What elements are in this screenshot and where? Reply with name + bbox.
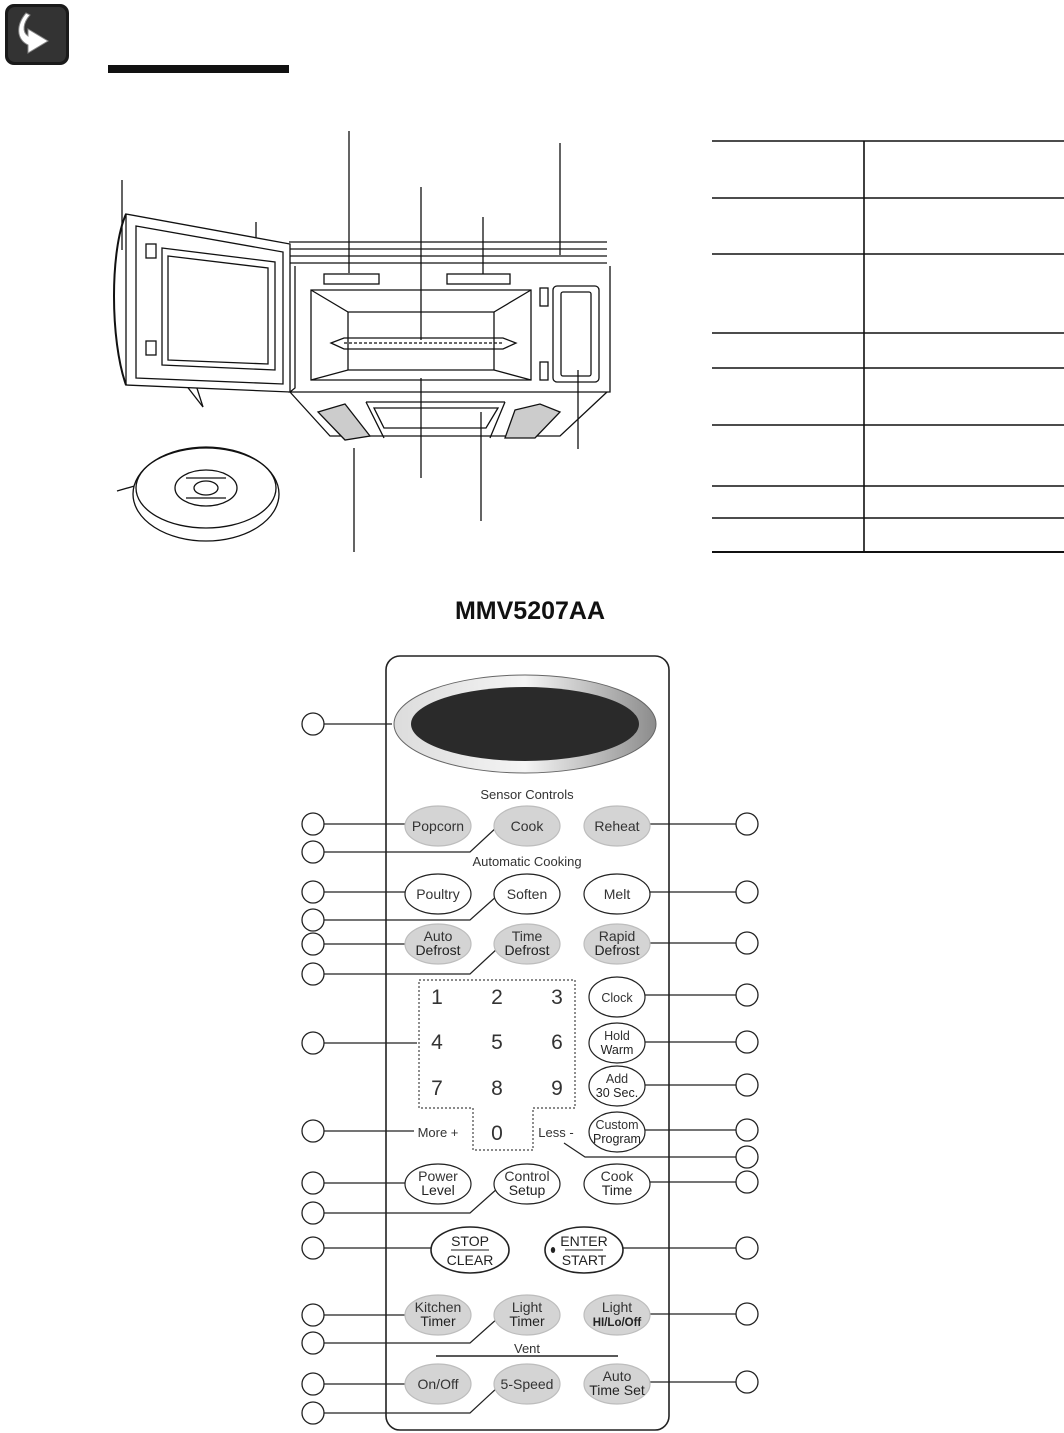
button-label-line2: Time Set bbox=[589, 1382, 645, 1398]
button-label: On/Off bbox=[417, 1376, 459, 1392]
auto-time-set-button[interactable] bbox=[584, 1364, 650, 1404]
clock-button[interactable] bbox=[589, 977, 645, 1017]
microwave-illustration bbox=[0, 120, 700, 570]
poultry-button[interactable] bbox=[405, 874, 471, 914]
callout-bubble bbox=[302, 713, 324, 735]
vent-label: Vent bbox=[513, 1341, 541, 1356]
indicator-dot bbox=[551, 1247, 555, 1253]
callout-bubble bbox=[302, 1032, 324, 1054]
callout-bubble bbox=[302, 1237, 324, 1259]
button-label: 5-Speed bbox=[500, 1376, 554, 1392]
button-label-line1: Control bbox=[504, 1168, 550, 1184]
button-label: Cook bbox=[510, 818, 544, 834]
model-title: MMV5207AA bbox=[454, 597, 606, 625]
stop-clear-button[interactable] bbox=[431, 1227, 509, 1273]
button-label-line1: Auto bbox=[602, 1368, 632, 1384]
callout-bubble bbox=[736, 881, 758, 903]
keypad-key-7[interactable]: 7 bbox=[431, 1077, 443, 1100]
vent-grille bbox=[289, 242, 607, 263]
hold-warm-button[interactable] bbox=[589, 1023, 645, 1063]
soften-button[interactable] bbox=[494, 874, 560, 914]
callout-bubble bbox=[302, 1373, 324, 1395]
button-label-line2: 30 Sec. bbox=[595, 1086, 639, 1100]
keypad-key-4[interactable]: 4 bbox=[431, 1031, 443, 1054]
enter-start-button[interactable] bbox=[545, 1227, 623, 1273]
light-timer-button[interactable] bbox=[494, 1295, 560, 1335]
button-label-line2: CLEAR bbox=[446, 1252, 494, 1268]
callout-bubble bbox=[736, 1074, 758, 1096]
button-label-line2: Timer bbox=[420, 1313, 456, 1329]
sensor-controls-label: Sensor Controls bbox=[480, 787, 574, 802]
button-label-line1: Cook bbox=[600, 1168, 634, 1184]
auto-defrost-button[interactable] bbox=[405, 924, 471, 964]
button-label-line2: HI/Lo/Off bbox=[592, 1317, 642, 1329]
rapid-defrost-button[interactable] bbox=[584, 924, 650, 964]
callout-bubble bbox=[302, 1402, 324, 1424]
parts-table bbox=[712, 138, 1064, 558]
button-label-line2: Defrost bbox=[415, 942, 461, 958]
callout-bubble bbox=[302, 841, 324, 863]
button-label-line1: Kitchen bbox=[414, 1299, 462, 1315]
automatic-cooking-label: Automatic Cooking bbox=[472, 854, 582, 869]
button-label: Popcorn bbox=[411, 818, 465, 834]
callout-bubble bbox=[302, 813, 324, 835]
button-label-line1: Time bbox=[511, 928, 543, 944]
button-label-line2: Defrost bbox=[504, 942, 550, 958]
callout-bubble bbox=[302, 933, 324, 955]
callout-bubble bbox=[736, 984, 758, 1006]
button-label-line1: STOP bbox=[451, 1233, 489, 1249]
callout-bubble bbox=[302, 1172, 324, 1194]
keypad-key-0[interactable]: 0 bbox=[491, 1122, 503, 1145]
button-label-line2: Timer bbox=[509, 1313, 545, 1329]
button-label-line1: Rapid bbox=[598, 928, 636, 944]
button-label-line1: Hold bbox=[604, 1029, 630, 1043]
button-label: Poultry bbox=[416, 886, 460, 902]
vent-speed-button[interactable] bbox=[494, 1364, 560, 1404]
callout-bubble bbox=[302, 881, 324, 903]
melt-button[interactable] bbox=[584, 874, 650, 914]
keypad-key-2[interactable]: 2 bbox=[491, 986, 503, 1009]
keypad-key-6[interactable]: 6 bbox=[551, 1031, 563, 1054]
button-label-line1: Auto bbox=[423, 928, 453, 944]
callout-bubble bbox=[736, 932, 758, 954]
button-label-line1: Custom bbox=[595, 1118, 639, 1132]
keypad-key-3[interactable]: 3 bbox=[551, 986, 563, 1009]
button-label: Reheat bbox=[594, 818, 640, 834]
callout-bubble bbox=[736, 813, 758, 835]
callout-bubble bbox=[302, 1120, 324, 1142]
light-hilo-button[interactable] bbox=[584, 1295, 650, 1335]
control-panel-outline bbox=[553, 286, 599, 382]
button-label-line1: Power bbox=[418, 1168, 458, 1184]
control-setup-button[interactable] bbox=[494, 1164, 560, 1204]
callout-bubble bbox=[302, 1202, 324, 1224]
keypad-key-8[interactable]: 8 bbox=[491, 1077, 503, 1100]
keypad-key-1[interactable]: 1 bbox=[431, 986, 443, 1009]
button-label-line1: Add bbox=[605, 1072, 629, 1086]
button-label-line2: Time bbox=[601, 1182, 633, 1198]
popcorn-button[interactable] bbox=[405, 806, 471, 846]
callout-bubble bbox=[736, 1146, 758, 1168]
button-label-line2: Defrost bbox=[594, 942, 640, 958]
button-label-line1: Light bbox=[511, 1299, 543, 1315]
cook-time-button[interactable] bbox=[584, 1164, 650, 1204]
callout-bubble bbox=[302, 963, 324, 985]
label-plate bbox=[447, 274, 510, 284]
callout-bubble bbox=[736, 1237, 758, 1259]
more-label[interactable]: More + bbox=[417, 1125, 459, 1140]
reheat-button[interactable] bbox=[584, 806, 650, 846]
button-label-line2: Program bbox=[593, 1132, 641, 1146]
header-rule bbox=[108, 65, 289, 73]
add-30-button[interactable] bbox=[589, 1066, 645, 1106]
label-plate bbox=[324, 274, 379, 284]
power-level-button[interactable] bbox=[405, 1164, 471, 1204]
button-label-line2: START bbox=[561, 1252, 607, 1268]
control-panel bbox=[295, 650, 765, 1433]
button-label-line1: Light bbox=[601, 1299, 633, 1315]
callout-bubble bbox=[302, 909, 324, 931]
callout-bubble bbox=[302, 1332, 324, 1354]
keypad-key-9[interactable]: 9 bbox=[551, 1077, 563, 1100]
callout-bubble bbox=[736, 1303, 758, 1325]
display-screen bbox=[411, 687, 639, 761]
callout-bubble bbox=[302, 1304, 324, 1326]
button-label-line2: Warm bbox=[600, 1043, 634, 1057]
button-label: Melt bbox=[603, 886, 631, 902]
return-arrow-icon[interactable] bbox=[4, 3, 70, 66]
cook-button[interactable] bbox=[494, 806, 560, 846]
kitchen-timer-button[interactable] bbox=[405, 1295, 471, 1335]
button-label: Soften bbox=[506, 886, 548, 902]
callout-bubble bbox=[736, 1371, 758, 1393]
button-label-line2: Level bbox=[421, 1182, 455, 1198]
button-label-line2: Setup bbox=[508, 1182, 546, 1198]
callout-bubble bbox=[736, 1119, 758, 1141]
time-defrost-button[interactable] bbox=[494, 924, 560, 964]
callout-bubble bbox=[736, 1171, 758, 1193]
custom-program-button[interactable] bbox=[589, 1112, 645, 1152]
door bbox=[126, 214, 290, 392]
button-label-line1: ENTER bbox=[560, 1233, 608, 1249]
less-label[interactable]: Less - bbox=[538, 1125, 574, 1140]
vent-onoff-button[interactable] bbox=[405, 1364, 471, 1404]
keypad-key-5[interactable]: 5 bbox=[491, 1031, 503, 1054]
callout-bubble bbox=[736, 1031, 758, 1053]
shelf bbox=[331, 338, 516, 349]
button-label: Clock bbox=[601, 991, 633, 1005]
